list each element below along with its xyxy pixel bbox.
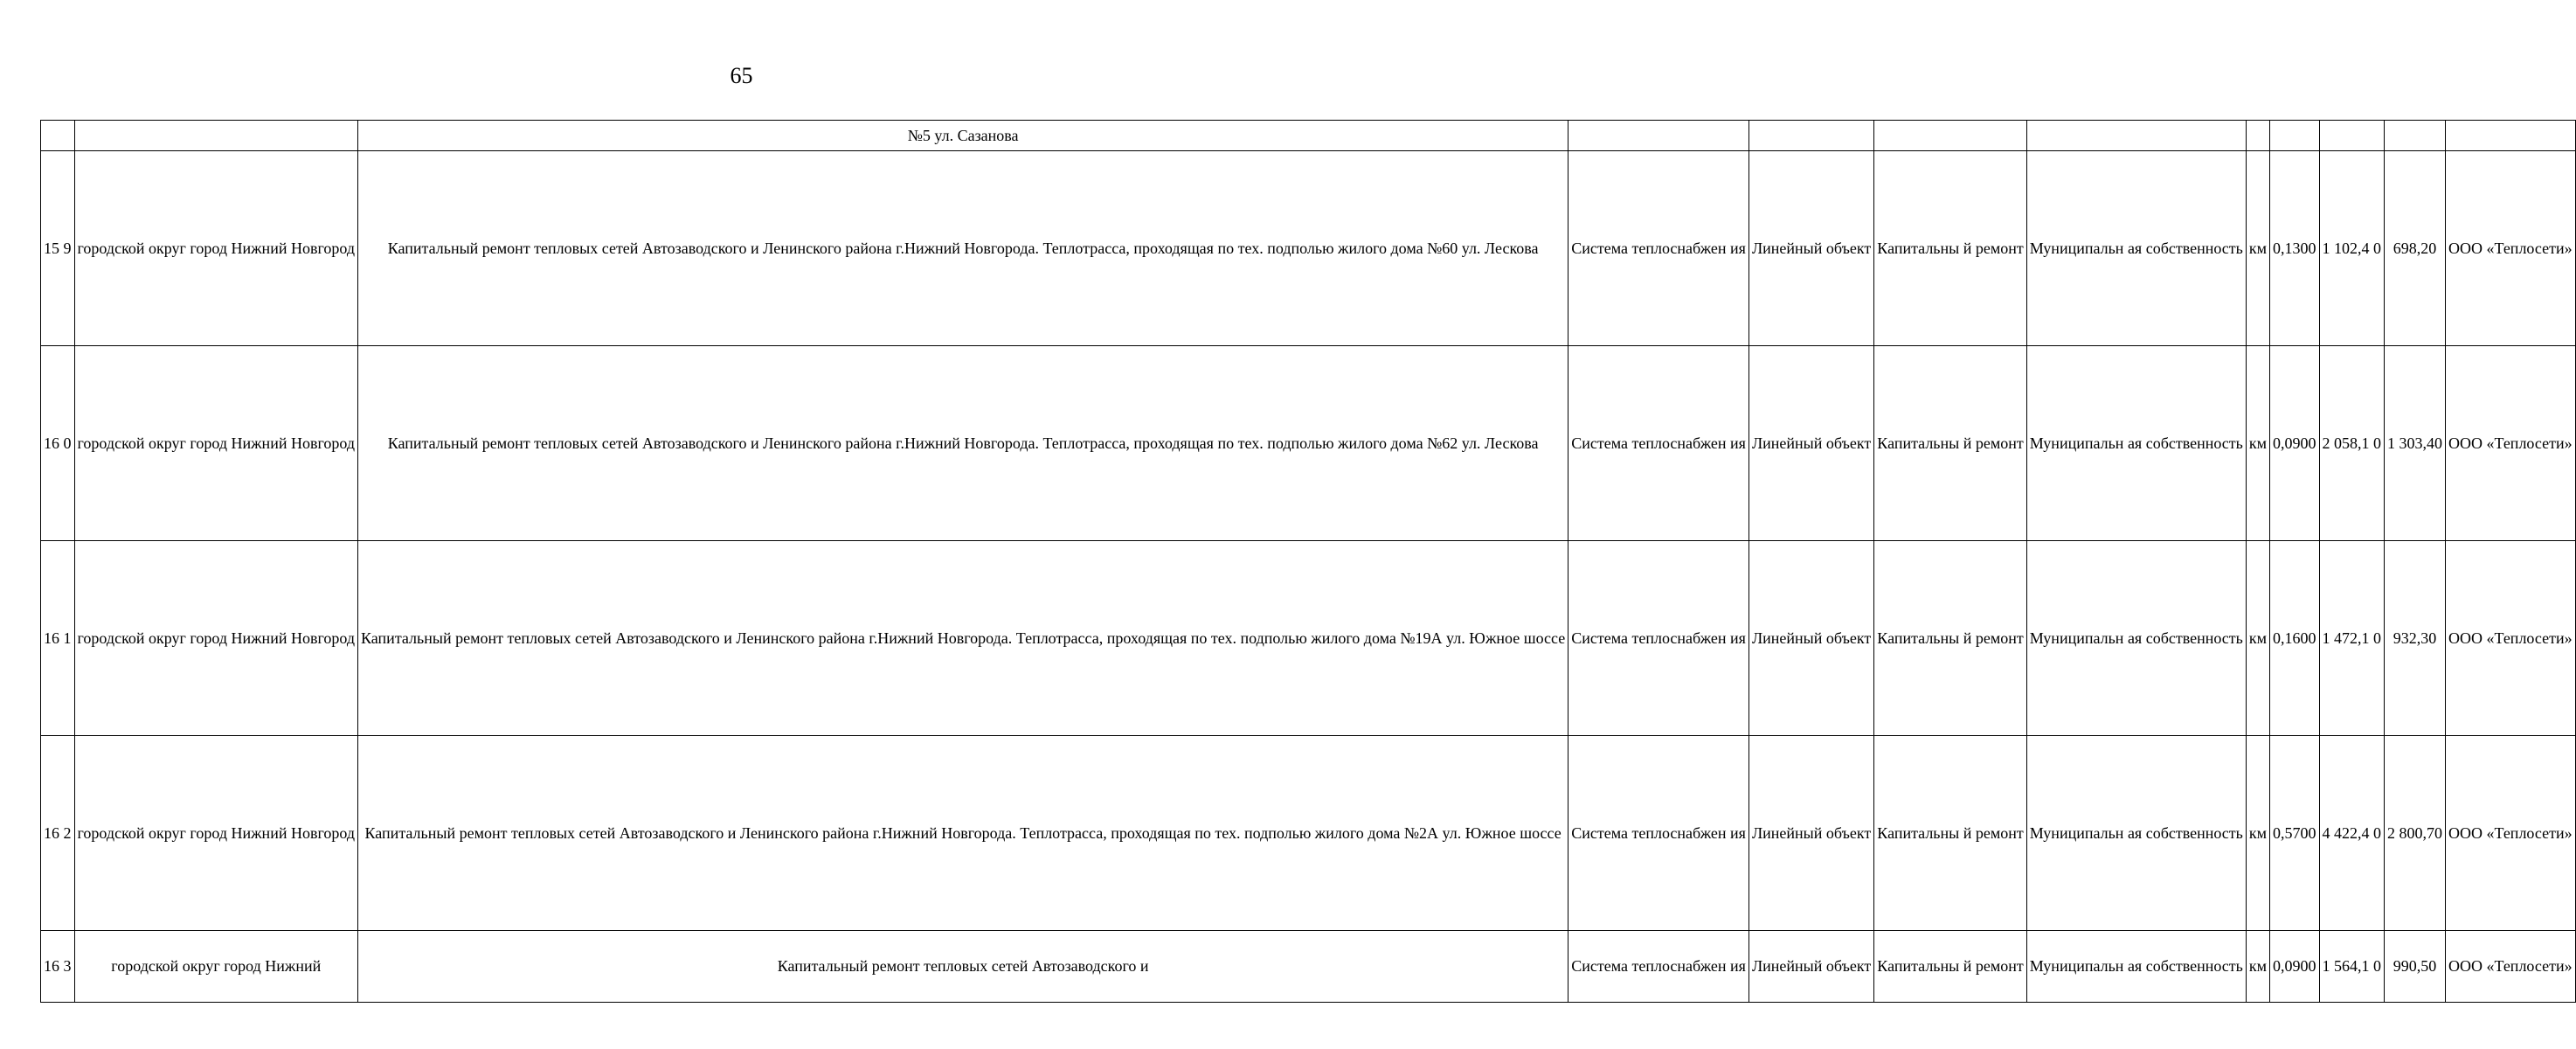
cell-territory: городской округ город Нижний bbox=[74, 931, 358, 1003]
table-row bbox=[41, 151, 2576, 346]
cell-value: 2 800,70 bbox=[2385, 736, 2446, 931]
cell-quantity: 0,1600 bbox=[2270, 541, 2320, 736]
cell-value bbox=[2385, 121, 2446, 151]
cell-ownership: Муниципальн ая собственность bbox=[2026, 736, 2246, 931]
cell-work-type: Капитальны й ремонт bbox=[1874, 541, 2026, 736]
cell-territory: городской округ город Нижний Новгород bbox=[74, 151, 358, 346]
cell-value: 990,50 bbox=[2385, 931, 2446, 1003]
cell-unit: км bbox=[2246, 736, 2269, 931]
table-row bbox=[41, 541, 2576, 736]
cell-name: Капитальный ремонт тепловых сетей Автозаводского и bbox=[358, 931, 1568, 1003]
cell-name: Капитальный ремонт тепловых сетей Автозаводского и Ленинского района г.Нижний Новгорода. Теплотрасса, проходящая по тех. подполью жилого дома №19А ул. Южное шоссе bbox=[358, 541, 1568, 736]
cell-cost: 1 102,4 0 bbox=[2319, 151, 2385, 346]
cell-cost: 4 422,4 0 bbox=[2319, 736, 2385, 931]
cell-unit: км bbox=[2246, 151, 2269, 346]
cell-object-type: Линейный объект bbox=[1748, 541, 1873, 736]
cell-cost: 1 564,1 0 bbox=[2319, 931, 2385, 1003]
cell-object-type: Линейный объект bbox=[1748, 151, 1873, 346]
cell-name: Капитальный ремонт тепловых сетей Автозаводского и Ленинского района г.Нижний Новгорода. Теплотрасса, проходящая по тех. подполью жилого дома №60 ул. Лескова bbox=[358, 151, 1568, 346]
cell-territory bbox=[74, 121, 358, 151]
cell-system: Система теплоснабжен ия bbox=[1568, 736, 1749, 931]
cell-object-type bbox=[1748, 121, 1873, 151]
cell-unit bbox=[2246, 121, 2269, 151]
cell-unit: км bbox=[2246, 541, 2269, 736]
cell-work-type: Капитальны й ремонт bbox=[1874, 151, 2026, 346]
cell-name: Капитальный ремонт тепловых сетей Автозаводского и Ленинского района г.Нижний Новгорода. Теплотрасса, проходящая по тех. подполью жилого дома №62 ул. Лескова bbox=[358, 346, 1568, 541]
cell-cost: 1 472,1 0 bbox=[2319, 541, 2385, 736]
cell-system: Система теплоснабжен ия bbox=[1568, 151, 1749, 346]
cell-unit: км bbox=[2246, 346, 2269, 541]
cell-org bbox=[2446, 121, 2576, 151]
cell-work-type: Капитальны й ремонт bbox=[1874, 931, 2026, 1003]
cell-system bbox=[1568, 121, 1749, 151]
cell-work-type bbox=[1874, 121, 2026, 151]
cell-work-type: Капитальны й ремонт bbox=[1874, 346, 2026, 541]
cell-ownership bbox=[2026, 121, 2246, 151]
cell-quantity bbox=[2270, 121, 2320, 151]
table-row-continued bbox=[41, 121, 2576, 151]
cell-system: Система теплоснабжен ия bbox=[1568, 541, 1749, 736]
table-row bbox=[41, 736, 2576, 931]
cell-work-type: Капитальны й ремонт bbox=[1874, 736, 2026, 931]
cell-object-type: Линейный объект bbox=[1748, 736, 1873, 931]
cell-value: 932,30 bbox=[2385, 541, 2446, 736]
cell-num: 16 3 bbox=[41, 931, 75, 1003]
cell-ownership: Муниципальн ая собственность bbox=[2026, 931, 2246, 1003]
cell-org: ООО «Теплосети» bbox=[2446, 931, 2576, 1003]
cell-num: 16 0 bbox=[41, 346, 75, 541]
cell-num: 15 9 bbox=[41, 151, 75, 346]
cell-value: 698,20 bbox=[2385, 151, 2446, 346]
cell-system: Система теплоснабжен ия bbox=[1568, 346, 1749, 541]
cell-org: ООО «Теплосети» bbox=[2446, 736, 2576, 931]
cell-org: ООО «Теплосети» bbox=[2446, 541, 2576, 736]
cell-territory: городской округ город Нижний Новгород bbox=[74, 346, 358, 541]
cell-cost: 2 058,1 0 bbox=[2319, 346, 2385, 541]
cell-org: ООО «Теплосети» bbox=[2446, 346, 2576, 541]
cell-name: №5 ул. Сазанова bbox=[358, 121, 1568, 151]
cell-num: 16 2 bbox=[41, 736, 75, 931]
cell-unit: км bbox=[2246, 931, 2269, 1003]
cell-system: Система теплоснабжен ия bbox=[1568, 931, 1749, 1003]
cell-quantity: 0,0900 bbox=[2270, 346, 2320, 541]
cell-object-type: Линейный объект bbox=[1748, 931, 1873, 1003]
cell-ownership: Муниципальн ая собственность bbox=[2026, 151, 2246, 346]
cell-object-type: Линейный объект bbox=[1748, 346, 1873, 541]
cell-territory: городской округ город Нижний Новгород bbox=[74, 541, 358, 736]
cell-quantity: 0,0900 bbox=[2270, 931, 2320, 1003]
table-row bbox=[41, 931, 2576, 1003]
cell-ownership: Муниципальн ая собственность bbox=[2026, 346, 2246, 541]
page-number: 65 bbox=[730, 63, 753, 88]
cell-num bbox=[41, 121, 75, 151]
table-row bbox=[41, 346, 2576, 541]
table-body bbox=[41, 121, 2576, 1003]
cell-name: Капитальный ремонт тепловых сетей Автозаводского и Ленинского района г.Нижний Новгорода. Теплотрасса, проходящая по тех. подполью жилого дома №2А ул. Южное шоссе bbox=[358, 736, 1568, 931]
cell-value: 1 303,40 bbox=[2385, 346, 2446, 541]
cell-cost bbox=[2319, 121, 2385, 151]
cell-num: 16 1 bbox=[41, 541, 75, 736]
cell-ownership: Муниципальн ая собственность bbox=[2026, 541, 2246, 736]
cell-territory: городской округ город Нижний Новгород bbox=[74, 736, 358, 931]
cell-quantity: 0,1300 bbox=[2270, 151, 2320, 346]
cell-org: ООО «Теплосети» bbox=[2446, 151, 2576, 346]
data-table bbox=[40, 120, 2576, 1003]
cell-quantity: 0,5700 bbox=[2270, 736, 2320, 931]
